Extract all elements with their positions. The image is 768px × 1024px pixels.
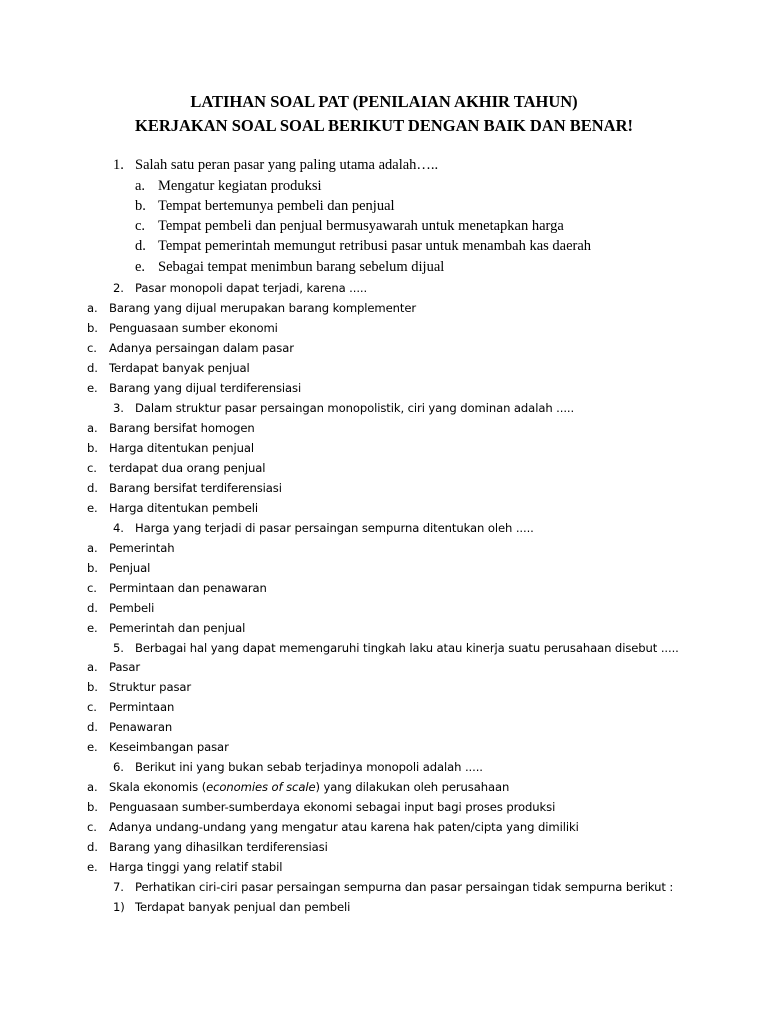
option-text: terdapat dua orang penjual <box>109 461 266 475</box>
document-title: LATIHAN SOAL PAT (PENILAIAN AKHIR TAHUN) <box>190 92 578 111</box>
question-text: Pasar monopoli dapat terjadi, karena ..... <box>135 281 368 295</box>
option-letter: a. <box>135 178 146 194</box>
option-letter: c. <box>87 341 97 355</box>
option-letter: d. <box>87 840 98 854</box>
option-text: Adanya persaingan dalam pasar <box>109 341 294 355</box>
option-text: Pasar <box>109 660 140 674</box>
option-text: Barang yang dijual terdiferensiasi <box>109 381 302 395</box>
option-letter: a. <box>87 301 98 315</box>
option-letter: b. <box>87 680 98 694</box>
question-text: Harga yang terjadi di pasar persaingan sempurna ditentukan oleh ..... <box>135 521 534 535</box>
option-text: Penjual <box>109 561 151 575</box>
option-text-italic: economies of scale <box>206 780 316 794</box>
question-number: 5. <box>113 641 124 655</box>
option-letter: a. <box>87 421 98 435</box>
option-text: Tempat bertemunya pembeli dan penjual <box>158 198 395 214</box>
option-letter: b. <box>87 441 98 455</box>
option-letter: a. <box>87 541 98 555</box>
question-text: Salah satu peran pasar yang paling utama adalah….. <box>135 157 439 173</box>
option-letter: b. <box>87 561 98 575</box>
question-number: 6. <box>113 760 124 774</box>
item-marker: 1) <box>113 900 125 914</box>
question-text: Berikut ini yang bukan sebab terjadinya monopoli adalah ..... <box>135 760 483 774</box>
option-letter: a. <box>87 660 98 674</box>
option-text: Pemerintah <box>109 541 175 555</box>
option-letter: e. <box>135 259 146 275</box>
option-text: Adanya undang-undang yang mengatur atau karena hak paten/cipta yang dimiliki <box>109 820 579 834</box>
question-number: 3. <box>113 401 124 415</box>
option-text-post: ) yang dilakukan oleh perusahaan <box>315 780 510 794</box>
option-text: Terdapat banyak penjual <box>109 361 250 375</box>
option-text: Harga ditentukan pembeli <box>109 501 259 515</box>
option-text: Pemerintah dan penjual <box>109 621 246 635</box>
option-letter: b. <box>87 800 98 814</box>
question-number: 1. <box>113 157 124 173</box>
item-text: Terdapat banyak penjual dan pembeli <box>135 900 351 914</box>
option-letter: e. <box>87 381 98 395</box>
option-text: Mengatur kegiatan produksi <box>158 178 322 194</box>
option-text: Barang yang dijual merupakan barang komplementer <box>109 301 417 315</box>
option-text: Sebagai tempat menimbun barang sebelum dijual <box>158 259 445 275</box>
option-letter: c. <box>135 218 146 234</box>
option-text: Keseimbangan pasar <box>109 740 229 754</box>
option-text <box>109 778 509 796</box>
option-letter: d. <box>87 481 98 495</box>
option-letter: c. <box>87 700 97 714</box>
option-text: Penguasaan sumber ekonomi <box>109 321 278 335</box>
option-letter: c. <box>87 581 97 595</box>
option-letter: d. <box>87 720 98 734</box>
question-text: Perhatikan ciri-ciri pasar persaingan sempurna dan pasar persaingan tidak sempurna berikut : <box>135 880 674 894</box>
option-letter: e. <box>87 501 98 515</box>
option-text: Tempat pemerintah memungut retribusi pasar untuk menambah kas daerah <box>158 238 592 254</box>
option-letter: b. <box>87 321 98 335</box>
option-letter: d. <box>87 361 98 375</box>
question-text: Dalam struktur pasar persaingan monopolistik, ciri yang dominan adalah ..... <box>135 401 575 415</box>
option-text: Permintaan dan penawaran <box>109 581 267 595</box>
option-letter: d. <box>87 601 98 615</box>
option-letter: c. <box>87 461 97 475</box>
option-letter: e. <box>87 621 98 635</box>
option-text: Struktur pasar <box>109 680 192 694</box>
option-letter: d. <box>135 238 146 254</box>
option-text: Barang bersifat homogen <box>109 421 255 435</box>
option-text: Tempat pembeli dan penjual bermusyawarah untuk menetapkan harga <box>158 218 564 234</box>
option-letter: a. <box>87 780 98 794</box>
option-text: Harga ditentukan penjual <box>109 441 255 455</box>
option-letter: e. <box>87 740 98 754</box>
option-text-pre: Skala ekonomis ( <box>109 780 207 794</box>
question-number: 7. <box>113 880 124 894</box>
option-text: Harga tinggi yang relatif stabil <box>109 860 283 874</box>
option-text: Pembeli <box>109 601 155 615</box>
question-text: Berbagai hal yang dapat memengaruhi tingkah laku atau kinerja suatu perusahaan disebut ..... <box>135 641 679 655</box>
option-letter: b. <box>135 198 146 214</box>
question-number: 2. <box>113 281 124 295</box>
option-text: Permintaan <box>109 700 175 714</box>
option-text: Barang yang dihasilkan terdiferensiasi <box>109 840 328 854</box>
option-text: Barang bersifat terdiferensiasi <box>109 481 282 495</box>
option-text: Penguasaan sumber-sumberdaya ekonomi sebagai input bagi proses produksi <box>109 800 556 814</box>
question-number: 4. <box>113 521 124 535</box>
document-instruction: KERJAKAN SOAL SOAL BERIKUT DENGAN BAIK DAN BENAR! <box>135 116 633 135</box>
option-letter: c. <box>87 820 97 834</box>
option-letter: e. <box>87 860 98 874</box>
option-text: Penawaran <box>109 720 173 734</box>
